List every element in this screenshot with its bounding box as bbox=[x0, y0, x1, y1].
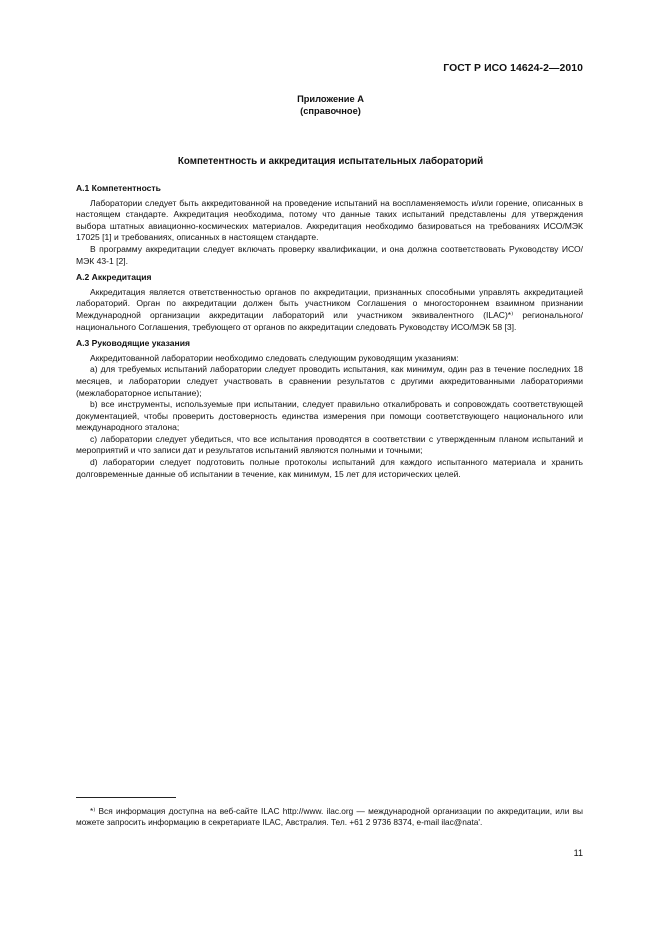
appendix-label: Приложение А bbox=[297, 94, 364, 104]
list-item-a: a) для требуемых испытаний лаборатории следует проводить испытания, как минимум, один раз в течение последних 18 месяцев, и лаборатории следует участвовать в сравнении результатов с другими аккредитованными лабораториями (межлабораторное испытание); bbox=[76, 364, 583, 398]
section-a2 bbox=[76, 272, 583, 333]
list-item-d: d) лаборатории следует подготовить полные протоколы испытаний для каждого испытанного материала и хранить долговременные данные об испытании в течение, как минимум, 15 лет для исторических целей. bbox=[76, 457, 583, 479]
paragraph: В программу аккредитации следует включать проверку квалификации, и она должна соответствовать Руководству ИСО/МЭК 43-1 [2]. bbox=[76, 243, 583, 266]
section-heading: А.2 Аккредитация bbox=[76, 272, 152, 283]
page-number: 11 bbox=[573, 848, 583, 858]
footnote-divider bbox=[76, 797, 176, 798]
footnote: *⁾ Вся информация доступна на веб-сайте ILAC http://www. ilac.org — международной организации по аккредитации, или вы можете запросить информацию в секретариате ILAC, Австралия. Тел. +61 2 9736 8374, e-mail ilac@nata'. bbox=[76, 806, 583, 828]
appendix-heading bbox=[0, 93, 661, 117]
section-a3 bbox=[76, 338, 583, 480]
page-title: Компетентность и аккредитация испытательных лабораторий bbox=[177, 156, 484, 167]
standard-header: ГОСТ Р ИСО 14624-2—2010 bbox=[443, 63, 583, 74]
section-heading: А.3 Руководящие указания bbox=[76, 338, 190, 349]
list-item-c: c) лаборатории следует убедиться, что все испытания проводятся в соответствии с утвержденным планом испытаний и мероприятий и что записи дат и результатов испытаний являются полными и точными; bbox=[76, 433, 583, 456]
section-a1 bbox=[76, 183, 583, 267]
list-item-b: b) все инструменты, используемые при испытании, следует правильно откалибровать и сопровождать соответствующей документацией, чтобы проверить достоверность единства измерения при помощи соответствующего национального или международного эталона; bbox=[76, 399, 583, 433]
document-body bbox=[76, 183, 583, 480]
appendix-note: (справочное) bbox=[300, 106, 361, 116]
paragraph: Аккредитованной лаборатории необходимо следовать следующим руководящим указаниям: bbox=[90, 352, 459, 363]
paragraph: Аккредитация является ответственностью органов по аккредитации, признанных способными управлять аккредитацией лабораторий. Орган по аккредитации должен быть участником Соглашения о многостороннем взаимном признании Международной организации аккредитации лабораторий или участником эквивалентного (ILAC)*⁾ регионального/национального Соглашения, требующего от органов по аккредитации следовать Руководству ИСО/МЭК 58 [3]. bbox=[76, 286, 583, 332]
section-heading: А.1 Компетентность bbox=[76, 183, 161, 193]
paragraph: Лаборатории следует быть аккредитованной на проведение испытаний на воспламеняемость и/или горение, описанных в настоящем стандарте. Аккредитация необходима, потому что данные таких испытаний представлены для утверждения выбора штатных авиационно-космических материалов. Аккредитация необходимо базироваться на требованиях ИСО/МЭК 17025 [1] и требованиях, описанных в настоящем стандарте. bbox=[76, 197, 583, 243]
